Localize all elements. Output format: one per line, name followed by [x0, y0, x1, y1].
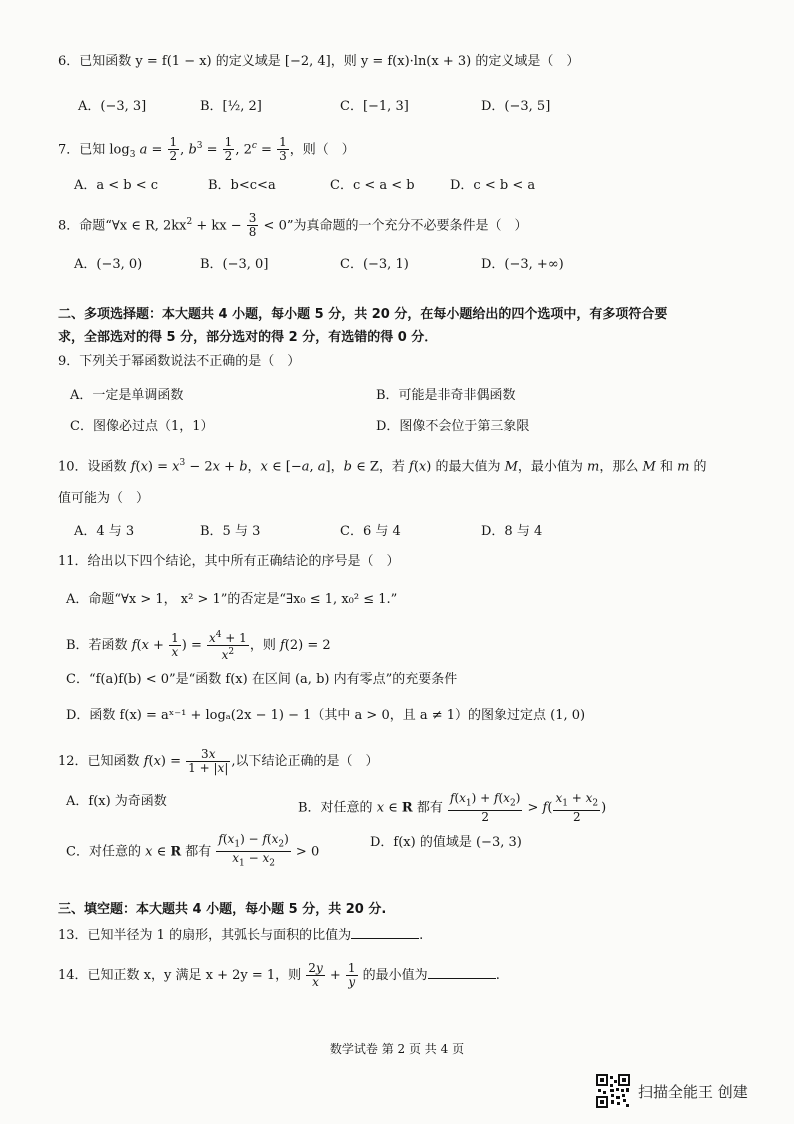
- q11-option-d: D．函数 f(x) = aˣ⁻¹ + logₐ(2x − 1) − 1（其中 a > 0，且 a ≠ 1）的图象过定点 (1, 0): [66, 708, 586, 723]
- q10-stem-line2: 值可能为（ ）: [58, 491, 150, 506]
- q10-option-b: B．5 与 3: [200, 524, 261, 539]
- section3-heading: 三、填空题：本大题共 4 小题，每小题 5 分，共 20 分.: [58, 902, 387, 917]
- q13-answer-blank[interactable]: [351, 926, 419, 939]
- q6-option-b: B．[½, 2]: [200, 99, 262, 114]
- q10-option-c: C．6 与 4: [340, 524, 401, 539]
- q12-option-a: A．f(x) 为奇函数: [66, 794, 167, 809]
- q12-stem: 12．已知函数 f(x) = $\frac{3x}{1 + |x|}$ ,以下结论正确的是（ ）: [58, 747, 379, 775]
- q12-option-b: B．对任意的 x ∈ R 都有 $\frac{f(x_1) + f(x_2)}{2}$ > f( $\frac{x_1 + x_2}{2}$ ): [298, 791, 607, 825]
- q9-option-a: A．一定是单调函数: [70, 388, 184, 403]
- q9-option-c: C．图像必过点（1，1）: [70, 419, 214, 434]
- q6-option-d: D．(−3, 5]: [481, 99, 551, 114]
- q7-option-a: A．a < b < c: [74, 178, 159, 193]
- q7-option-b: B．b<c<a: [208, 178, 276, 193]
- q10-stem: 10．设函数 $f(x) = x^3 - 2x + b$，x ∈ [−a, a]，b ∈ Z，若 f(x) 的最大值为 M，最小值为 m，那么 M 和 m 的: [58, 458, 707, 475]
- q11-option-c: C．“f(a)f(b) < 0”是“函数 f(x) 在区间 (a, b) 内有零点”的充要条件: [66, 672, 458, 687]
- q11-stem: 11．给出以下四个结论，其中所有正确结论的序号是（ ）: [58, 554, 400, 569]
- q11-option-a: A．命题“∀x > 1， x² > 1”的否定是“∃x₀ ≤ 1, x₀² ≤ 1.”: [66, 592, 398, 607]
- q13-text: 13．已知半径为 1 的扇形，其弧长与面积的比值为 .: [58, 928, 424, 943]
- q8-option-b: B．(−3, 0]: [200, 257, 269, 272]
- q9-stem: 9．下列关于幂函数说法不正确的是（ ）: [58, 354, 301, 369]
- q9-option-d: D．图像不会位于第三象限: [376, 419, 530, 434]
- q9-option-b: B．可能是非奇非偶函数: [376, 388, 516, 403]
- qr-code-icon: [596, 1074, 630, 1108]
- q12-option-c: C．对任意的 x ∈ R 都有 $\frac{f(x_1) - f(x_2)}{x_1 - x_2}$ > 0: [66, 832, 320, 869]
- section2-heading-line2: 求，全部选对的得 5 分，部分选对的得 2 分，有选错的得 0 分．: [58, 330, 438, 345]
- page-footer: 数学试卷 第 2 页 共 4 页: [329, 1042, 465, 1056]
- q7-option-d: D．c < b < a: [450, 178, 536, 193]
- q14-answer-blank[interactable]: [428, 966, 496, 979]
- q14-text: 14．已知正数 x，y 满足 x + 2y = 1，则 $\frac{2y}{x}$ + $\frac{1}{y}$ 的最小值为 .: [58, 961, 500, 989]
- q7-stem: 7．已知 $\log_3 a$ = $\frac{1}{2}$ , $b^3$ = $\frac{1}{2}$ , $2^c$ = $\frac{1}{3}$ ，则（ ）: [58, 135, 355, 164]
- q8-stem: 8．命题“∀x ∈ R, $2kx^2$ + kx − $\frac{3}{8}$ < 0”为真命题的一个充分不必要条件是（ ）: [58, 211, 528, 240]
- q10-option-d: D．8 与 4: [481, 524, 543, 539]
- q8-option-c: C．(−3, 1): [340, 257, 409, 272]
- q14-text-body: 14．已知正数 x，y 满足 x + 2y = 1，则: [58, 968, 302, 983]
- q7-option-c: C．c < a < b: [330, 178, 415, 193]
- q12-option-d: D．f(x) 的值域是 (−3, 3): [370, 835, 522, 850]
- q14-text-tail: 的最小值为: [362, 968, 428, 983]
- q8-option-a: A．(−3, 0): [74, 257, 143, 272]
- scanner-watermark-text: 扫描全能王 创建: [638, 1082, 748, 1101]
- q6-option-c: C．[−1, 3]: [340, 99, 409, 114]
- q6-option-a: A．(−3, 3]: [78, 99, 147, 114]
- scanner-watermark: [596, 1074, 748, 1108]
- q6-stem: 6．已知函数 y = f(1 − x) 的定义域是 [−2, 4]，则 y = f(x)·ln(x + 3) 的定义域是（ ）: [58, 54, 580, 69]
- section2-heading-line1: 二、多项选择题：本大题共 4 小题，每小题 5 分，共 20 分，在每小题给出的四个选项中，有多项符合要: [58, 307, 668, 322]
- q10-option-a: A．4 与 3: [74, 524, 135, 539]
- q13-text-body: 13．已知半径为 1 的扇形，其弧长与面积的比值为: [58, 928, 352, 943]
- q11-option-b: B．若函数 f(x + $\frac{1}{x}$ ) = $\frac{x^4 + 1}{x^2}$ ，则 f(2) = 2: [66, 630, 331, 662]
- q8-option-d: D．(−3, +∞): [481, 257, 564, 272]
